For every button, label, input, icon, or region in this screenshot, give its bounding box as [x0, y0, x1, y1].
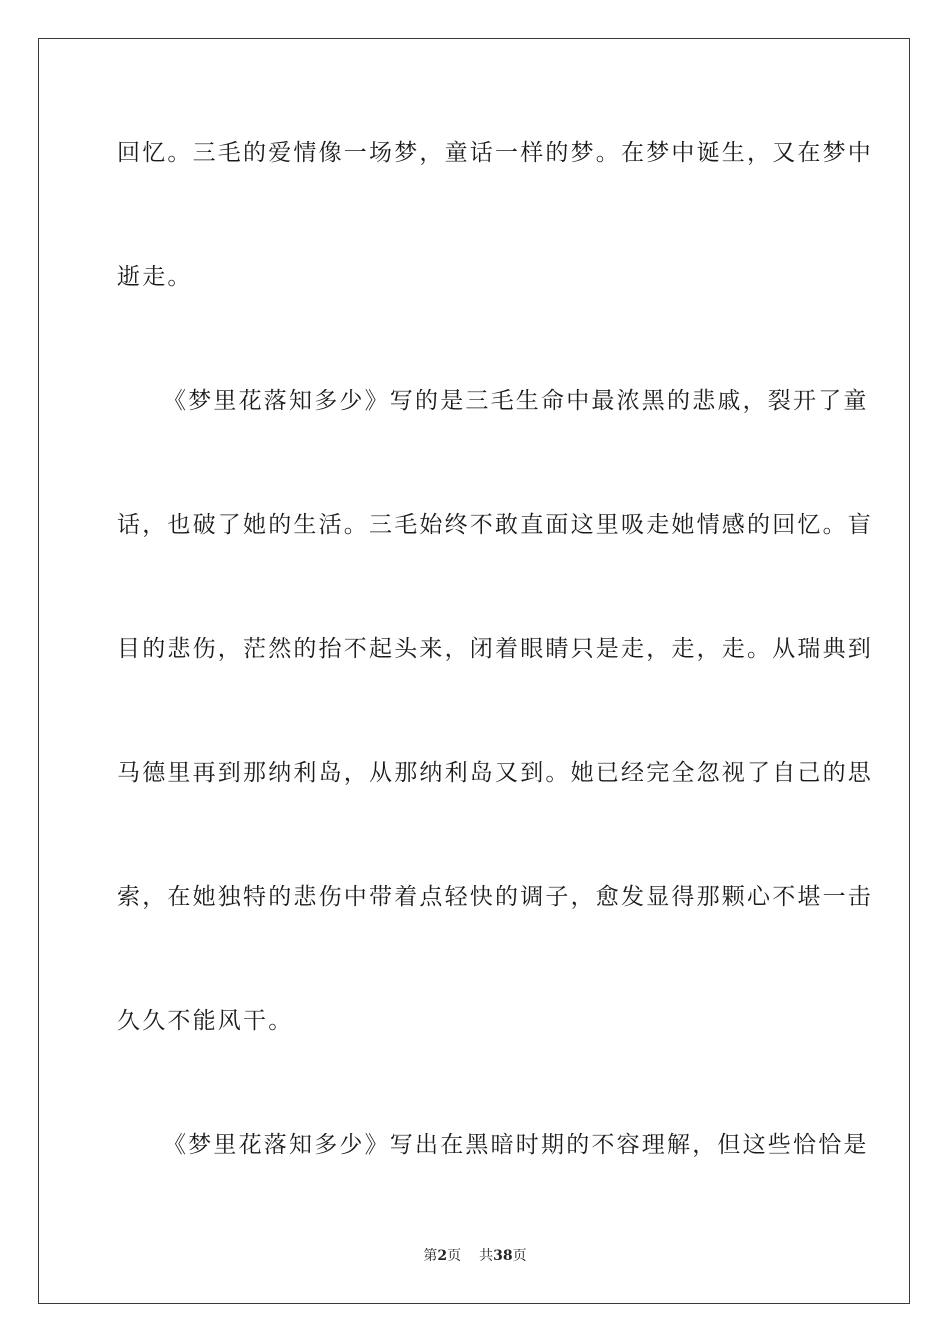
text-line: 索，在她独特的悲伤中带着点轻快的调子，愈发显得那颗心不堪一击	[117, 884, 873, 910]
page-border	[38, 38, 910, 1304]
text-line: 回忆。三毛的爱情像一场梦，童话一样的梦。在梦中诞生，又在梦中	[117, 140, 873, 166]
total-prefix: 共	[479, 1248, 494, 1264]
text-line: 话，也破了她的生活。三毛始终不敢直面这里吸走她情感的回忆。盲	[117, 512, 873, 538]
paragraph-start-line: 《梦里花落知多少》写出在黑暗时期的不容理解，但这些恰恰是	[163, 1132, 869, 1158]
text-line: 马德里再到那纳利岛，从那纳利岛又到。她已经完全忽视了自己的思	[117, 760, 873, 786]
page-prefix: 第	[423, 1248, 438, 1264]
text-line: 目的悲伤，茫然的抬不起头来，闭着眼睛只是走，走，走。从瑞典到	[117, 636, 873, 662]
total-unit: 页	[512, 1248, 527, 1264]
page-unit: 页	[447, 1248, 462, 1264]
current-page-number: 2	[437, 1248, 448, 1264]
paragraph-start-line: 《梦里花落知多少》写的是三毛生命中最浓黑的悲戚，裂开了童	[163, 388, 869, 414]
total-page-count: 38	[493, 1248, 513, 1264]
text-line: 久久不能风干。	[117, 1008, 294, 1034]
text-line: 逝走。	[117, 264, 193, 290]
page-footer	[0, 1247, 950, 1265]
